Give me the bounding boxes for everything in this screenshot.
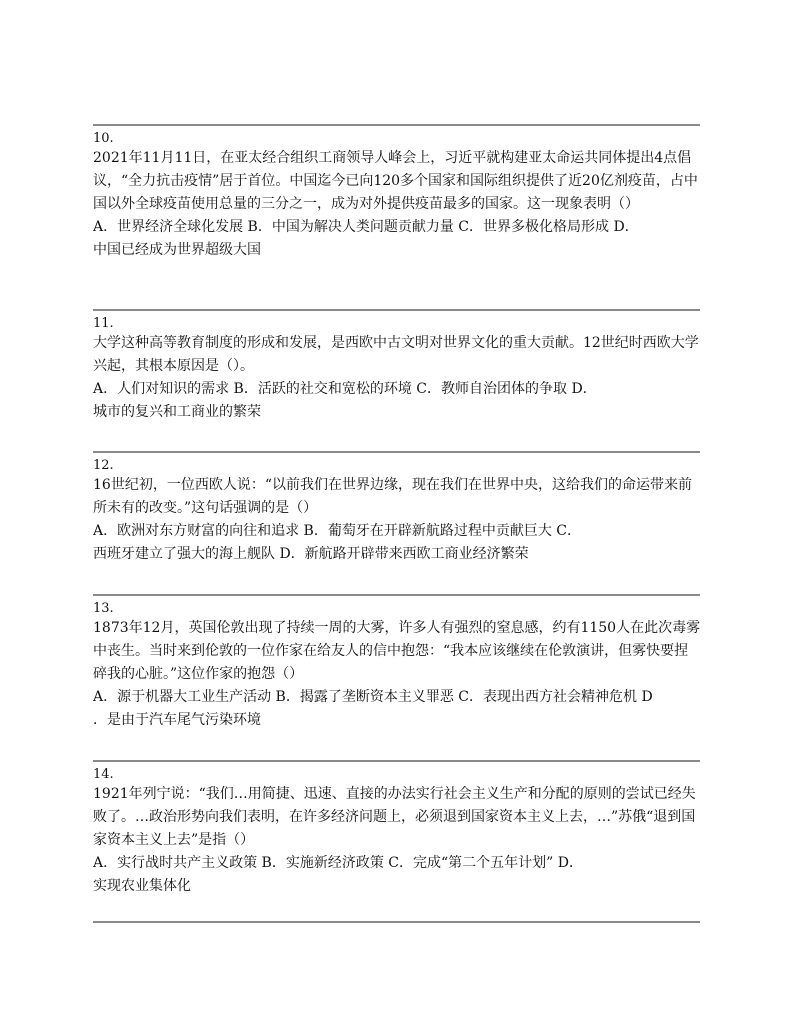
options-line: A．世界经济全球化发展 B．中国为解决人类问题贡献力量 C．世界多极化格局形成 D．: [93, 219, 639, 235]
question-14: [93, 767, 701, 898]
options-line: 城市的复兴和工商业的繁荣: [93, 404, 261, 420]
divider: [93, 760, 700, 762]
options-line: 中国已经成为世界超级大国: [93, 242, 261, 258]
options-line: A．欧洲对东方财富的向往和追求 B．葡萄牙在开辟新航路过程中贡献巨大 C．: [93, 523, 582, 539]
question-number: 14.: [93, 767, 114, 782]
question-stem: 1921年列宁说：“我们…用简捷、迅速、直接的办法实行社会主义生产和分配的原则的尝试已经失败了。…政治形势向我们表明，在许多经济问题上，必须退到国家资本主义上去，…”苏俄“退到国家资本主义上去”是指（）: [93, 786, 696, 848]
divider: [93, 594, 700, 596]
question-options: [93, 520, 701, 566]
options-line: A．源于机器大工业生产活动 B．揭露了垄断资本主义罪恶 C．表现出西方社会精神危机 D: [93, 689, 653, 705]
options-line: ．是由于汽车尾气污染环境: [93, 712, 261, 728]
question-10: [93, 131, 701, 262]
question-stem: 大学这种高等教育制度的形成和发展，是西欧中古文明对世界文化的重大贡献。12世纪时西欧大学兴起，其根本原因是（）。: [93, 335, 699, 374]
question-12: [93, 458, 701, 566]
question-number: 11.: [93, 316, 114, 331]
question-stem: 2021年11月11日，在亚太经合组织工商领导人峰会上，习近平就构建亚太命运共同体提出4点倡议，“全力抗击疫情”居于首位。中国迄今已向120多个国家和国际组织提供了近20亿剂疫苗，占中国以外全球疫苗使用总量的三分之一，成为对外提供疫苗最多的国家。这一现象表明（）: [93, 150, 698, 212]
divider: [93, 451, 700, 453]
question-number: 12.: [93, 458, 114, 473]
question-options: [93, 378, 701, 424]
options-line: A．人们对知识的需求 B．活跃的社交和宽松的环境 C．教师自治团体的争取 D．: [93, 381, 597, 397]
question-options: [93, 852, 701, 898]
question-stem: 1873年12月，英国伦敦出现了持续一周的大雾，许多人有强烈的窒息感，约有1150人在此次毒雾中丧生。当时来到伦敦的一位作家在给友人的信中抱怨：“我本应该继续在伦敦演讲，但雾快要捏碎我的心脏。”这位作家的抱怨（）: [93, 620, 701, 682]
question-13: [93, 601, 701, 732]
question-number: 10.: [93, 131, 114, 146]
question-11: [93, 316, 701, 424]
options-line: 西班牙建立了强大的海上舰队 D．新航路开辟带来西欧工商业经济繁荣: [93, 546, 529, 562]
divider: [93, 921, 700, 923]
divider: [93, 309, 700, 311]
question-options: [93, 686, 701, 732]
question-options: [93, 216, 701, 262]
question-stem: 16世纪初，一位西欧人说：“以前我们在世界边缘，现在我们在世界中央，这给我们的命运带来前所未有的改变。”这句话强调的是（）: [93, 477, 692, 516]
options-line: 实现农业集体化: [93, 878, 191, 894]
divider: [93, 124, 700, 126]
options-line: A．实行战时共产主义政策 B．实施新经济政策 C．完成“第二个五年计划” D．: [93, 855, 583, 871]
question-number: 13.: [93, 601, 114, 616]
